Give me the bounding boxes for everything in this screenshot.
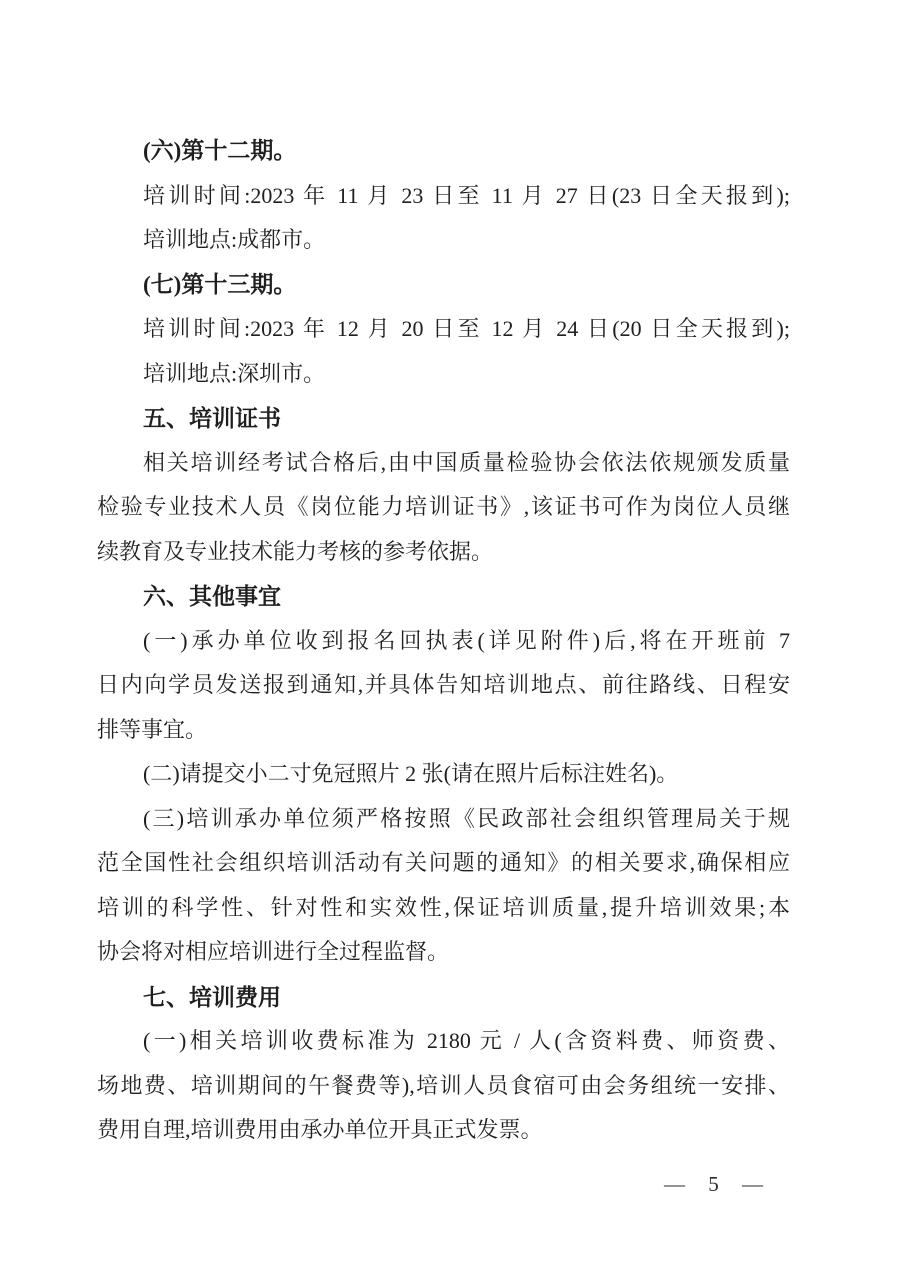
text-line: 协会将对相应培训进行全过程监督。 — [97, 939, 450, 964]
section-heading-training-fee: 七、培训费用 — [143, 983, 281, 1010]
text-line: 范全国性社会组织培训活动有关问题的通知》的相关要求,确保相应 — [97, 850, 790, 875]
text-line-training-time-12: 培训时间:2023 年 11 月 23 日至 11 月 27 日(23 日全天报到); — [143, 182, 790, 208]
text-line-training-place-13: 培训地点:深圳市。 — [143, 360, 326, 386]
text-line: 相关培训经考试合格后,由中国质量检验协会依法依规颁发质量 — [143, 449, 790, 475]
text-line: (二)请提交小二寸免冠照片 2 张(请在照片后标注姓名)。 — [143, 761, 679, 786]
text-line-training-place-12: 培训地点:成都市。 — [143, 227, 326, 252]
text-line: 排等事宜。 — [97, 716, 208, 742]
document-page — [97, 0, 790, 1153]
text-line-training-time-13: 培训时间:2023 年 12 月 20 日至 12 月 24 日(20 日全天报到); — [143, 316, 790, 341]
text-line: 续教育及专业技术能力考核的参考依据。 — [97, 538, 494, 564]
text-line: 场地费、培训期间的午餐费等),培训人员食宿可由会务组统一安排、 — [97, 1072, 790, 1098]
section-heading-certificate: 五、培训证书 — [143, 405, 281, 431]
text-line: (一)相关培训收费标准为 2180 元 / 人(含资料费、师资费、 — [143, 1028, 790, 1053]
text-line: 检验专业技术人员《岗位能力培训证书》,该证书可作为岗位人员继 — [97, 494, 790, 519]
text-line: 培训的科学性、针对性和实效性,保证培训质量,提升培训效果;本 — [97, 894, 790, 920]
text-line: 日内向学员发送报到通知,并具体告知培训地点、前往路线、日程安 — [97, 672, 790, 697]
text-line: 费用自理,培训费用由承办单位开具正式发票。 — [97, 1117, 543, 1142]
page-number: — 5 — — [664, 1172, 772, 1196]
section-heading-other-matters: 六、其他事宜 — [143, 583, 281, 609]
text-line: (一)承办单位收到报名回执表(详见附件)后,将在开班前 7 — [143, 627, 790, 653]
subsection-heading-7: (七)第十三期。 — [143, 271, 297, 297]
subsection-heading-6: (六)第十二期。 — [143, 138, 297, 163]
text-line: (三)培训承办单位须严格按照《民政部社会组织管理局关于规 — [143, 805, 790, 831]
